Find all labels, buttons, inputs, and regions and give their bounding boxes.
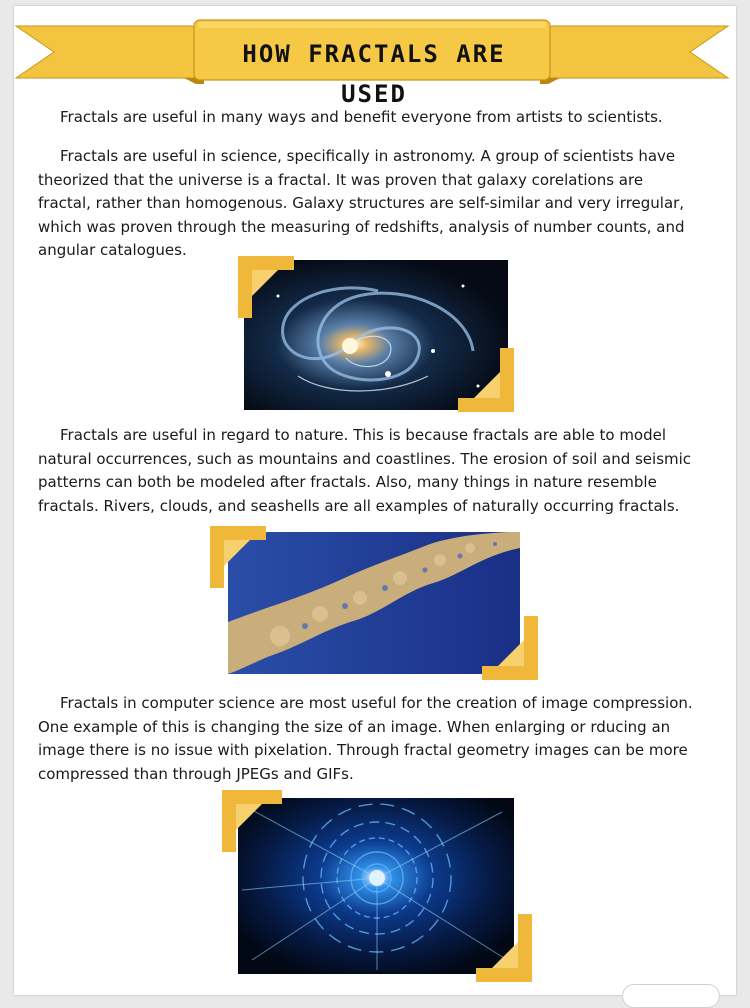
corner-accent-top-left bbox=[210, 526, 266, 590]
nature-paragraph: Fractals are useful in regard to nature. This is because fractals are able to model natural occurrences, such as mountains and coastlines. The erosion of soil and seismic patterns can both be modeled after fractals. Also, many things in nature resemble fractals. Rivers, clouds, and seashells are all examples of naturally occurring fractals. bbox=[38, 426, 692, 515]
corner-accent-bottom-right bbox=[476, 914, 532, 982]
corner-accent-bottom-right bbox=[458, 348, 514, 412]
computer-science-paragraph: Fractals in computer science are most useful for the creation of image compression. One example of this is changing the size of an image. When enlarging or rducing an image there is no issue with pixelation. Through fractal geometry images can be more compressed than through JPEGs and GIFs. bbox=[38, 694, 693, 783]
page-title: HOW FRACTALS ARE USED bbox=[242, 40, 506, 108]
digital-figure bbox=[222, 790, 532, 982]
corner-accent-bottom-right bbox=[482, 616, 538, 680]
corner-accent-top-left bbox=[222, 790, 282, 854]
bottom-edge-control[interactable] bbox=[622, 984, 720, 1008]
corner-accent-top-left bbox=[238, 256, 294, 320]
galaxy-figure bbox=[238, 256, 514, 414]
intro-paragraph: Fractals are useful in many ways and benefit everyone from artists to scientists. bbox=[60, 108, 663, 126]
coastline-figure bbox=[210, 526, 538, 680]
title-banner bbox=[14, 16, 730, 108]
astronomy-paragraph: Fractals are useful in science, specifically in astronomy. A group of scientists have theorized that the universe is a fractal. It was proven that galaxy corelations are fractal, rather than homogenous. Galaxy structures are self-similar and very irregular, which was proven through the measuring of redshifts, analysis of number counts, and angular catalogues. bbox=[38, 147, 685, 259]
